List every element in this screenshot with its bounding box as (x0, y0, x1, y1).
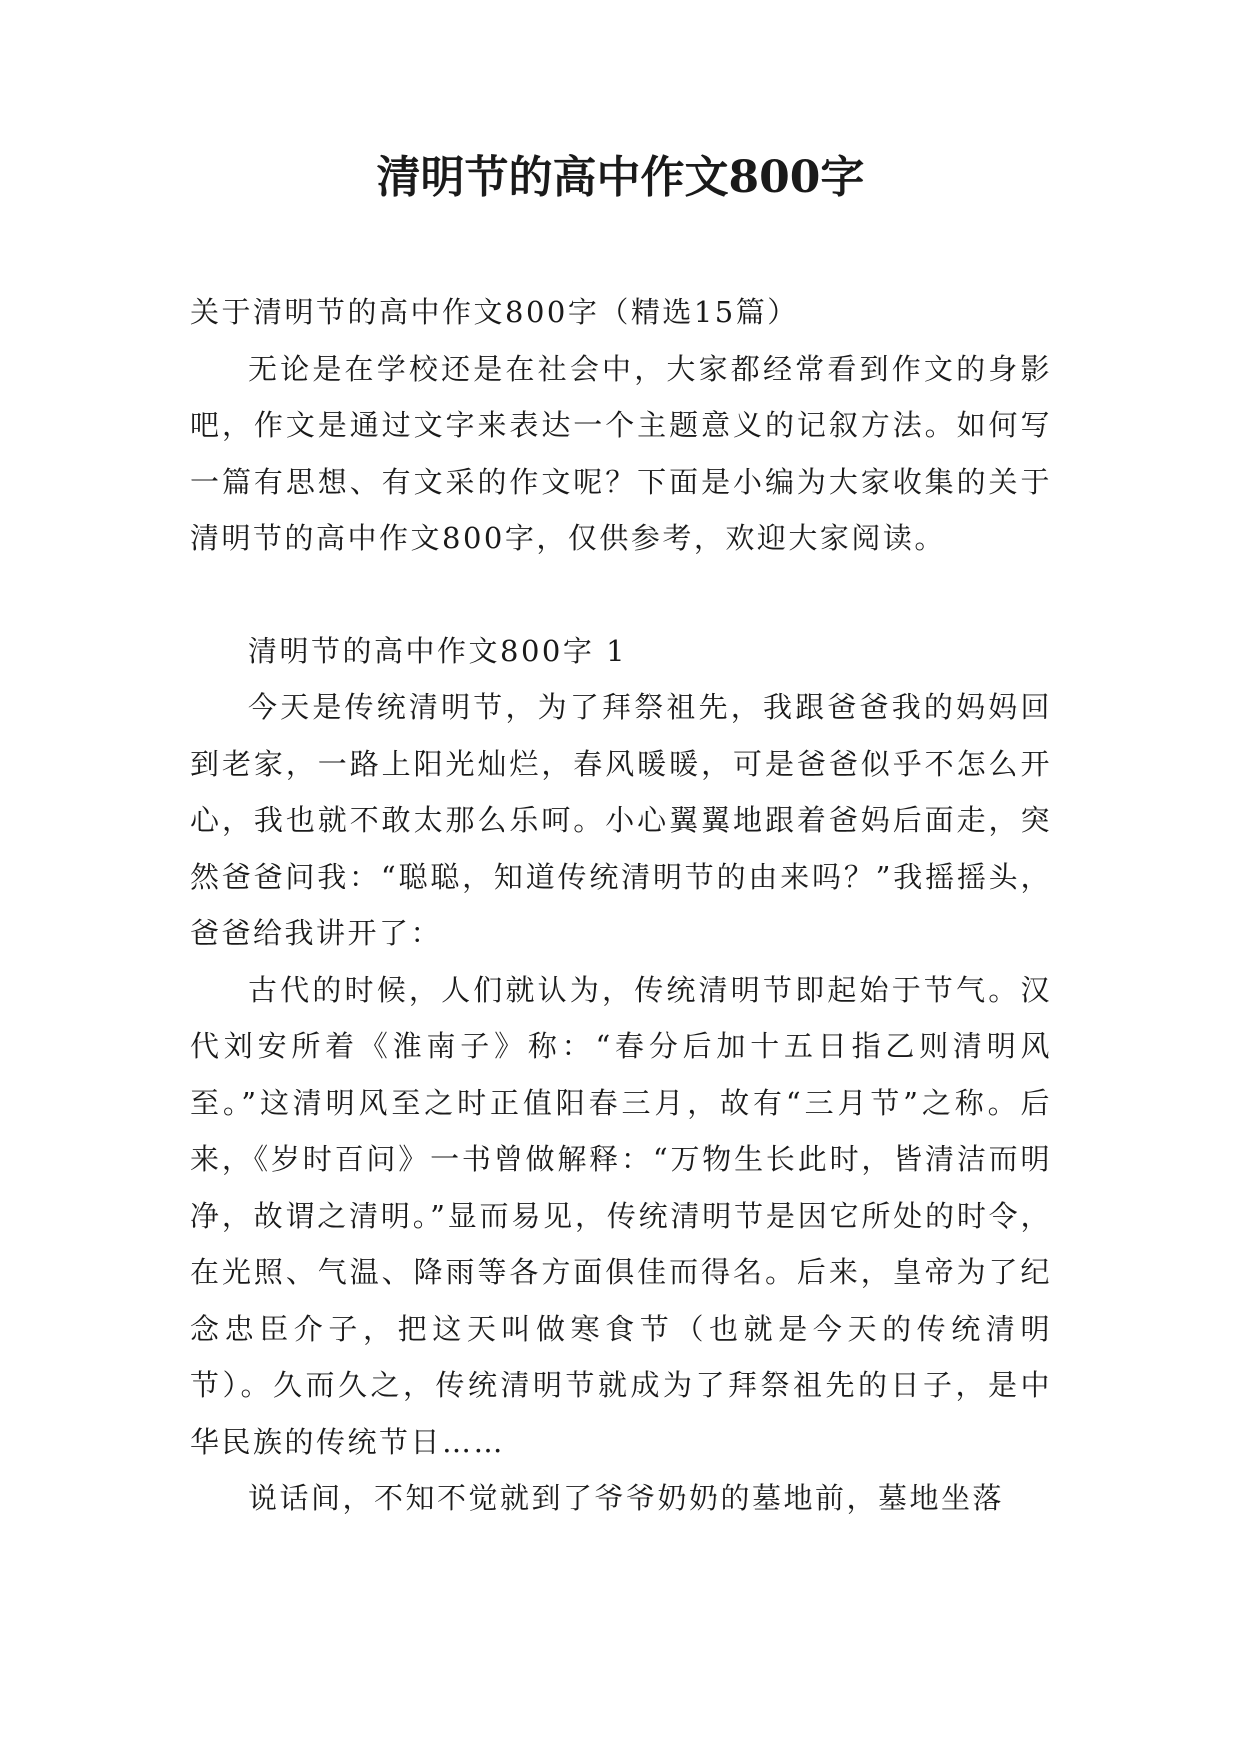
document-body (190, 284, 1052, 1527)
body-paragraph: 说话间，不知不觉就到了爷爷奶奶的墓地前，墓地坐落 (248, 1481, 1005, 1515)
section-heading: 清明节的高中作文800字 1 (248, 633, 628, 668)
section-spacer (190, 567, 1052, 623)
document-title: 清明节的高中作文800字 (376, 152, 865, 203)
document-subtitle: 关于清明节的高中作文800字（精选15篇） (190, 295, 799, 329)
body-paragraph: 今天是传统清明节，为了拜祭祖先，我跟爸爸我的妈妈回到老家，一路上阳光灿烂，春风暖暖，可是爸爸似乎不怎么开心，我也就不敢太那么乐呵。小心翼翼地跟着爸妈后面走，突然爸爸问我：“聪聪，知道传统清明节的由来吗？”我摇摇头，爸爸给我讲开了： (190, 690, 1052, 950)
body-paragraph: 古代的时候，人们就认为，传统清明节即起始于节气。汉代刘安所着《淮南子》称：“春分后加十五日指乙则清明风至。”这清明风至之时正值阳春三月，故有“三月节”之称。后来，《岁时百问》一书曾做解释：“万物生长此时，皆清洁而明净，故谓之清明。”显而易见，传统清明节是因它所处的时令，在光照、气温、降雨等各方面俱佳而得名。后来，皇帝为了纪念忠臣介子，把这天叫做寒食节（也就是今天的传统清明节）。久而久之，传统清明节就成为了拜祭祖先的日子，是中华民族的传统节日…… (190, 972, 1052, 1459)
intro-paragraph: 无论是在学校还是在社会中，大家都经常看到作文的身影吧，作文是通过文字来表达一个主题意义的记叙方法。如何写一篇有思想、有文采的作文呢？下面是小编为大家收集的关于清明节的高中作文800字，仅供参考，欢迎大家阅读。 (190, 351, 1052, 555)
